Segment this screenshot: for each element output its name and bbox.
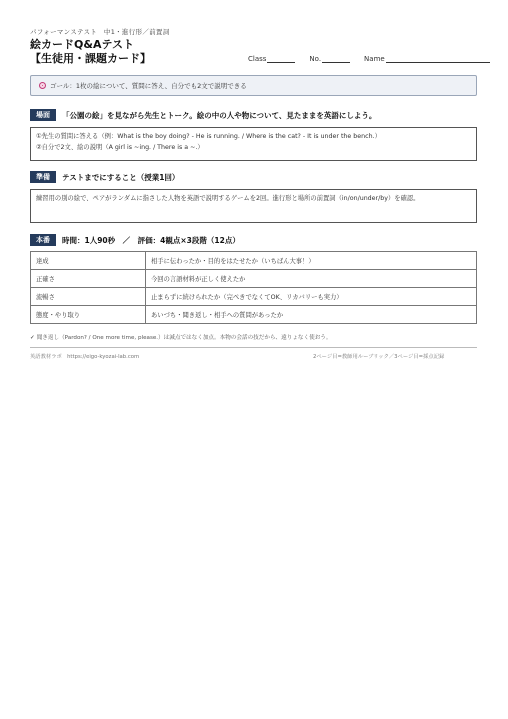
name-label: Name: [364, 55, 385, 63]
goal-box: [30, 75, 477, 96]
tip-note: [30, 333, 331, 341]
number-blank[interactable]: [322, 54, 350, 63]
criterion-cell: 流暢さ: [31, 288, 146, 306]
table-row: [31, 252, 477, 270]
scene-heading: 「公園の絵」を見ながら先生とトーク。絵の中の人や物について、見たままを英語にしよう。: [62, 110, 377, 120]
scene-line-2: ②自分で2文、絵の説明（A girl is ~ing. / There is a ~.）: [36, 144, 204, 151]
main-tag: 本番: [30, 234, 56, 246]
table-row: [31, 270, 477, 288]
main-heading: 時間：1人90秒 ／ 評価：4観点×3段階（12点）: [62, 235, 240, 245]
student-info-row: [248, 54, 490, 63]
test-category-label: パフォーマンステスト 中1・進行形／前置詞: [30, 28, 170, 36]
criterion-desc-cell: 止まらずに続けられたか（完ぺきでなくてOK、リカバリーも実力）: [146, 288, 477, 306]
page-title: 絵カードQ&Aテスト: [30, 38, 135, 51]
footer-page-guide: 2ページ目=教師用ルーブリック／3ページ目=採点記録: [313, 354, 445, 360]
number-label: No.: [309, 55, 322, 63]
criterion-cell: 正確さ: [31, 270, 146, 288]
scene-box: [30, 127, 477, 161]
prep-text: 練習用の別の絵で、ペアがランダムに指さした人物を英語で説明するゲームを2回。進行形と場所の前置詞（in/on/under/by）を確認。: [36, 195, 420, 202]
class-label: Class: [248, 55, 267, 63]
criterion-cell: 態度・やり取り: [31, 306, 146, 324]
class-field: [248, 54, 295, 63]
prep-box: [30, 189, 477, 223]
scene-section-header: [30, 109, 376, 121]
footer-divider: [30, 347, 477, 348]
number-field: [309, 54, 350, 63]
scene-line-1: ①先生の質問に答える（例：What is the boy doing? - He is running. / Where is the cat? - It is under the bench.）: [36, 133, 381, 140]
class-blank[interactable]: [267, 54, 295, 63]
table-row: [31, 306, 477, 324]
criterion-desc-cell: 今回の言語材料が正しく使えたか: [146, 270, 477, 288]
prep-heading: テストまでにすること（授業1回）: [62, 172, 180, 182]
criterion-desc-cell: 相手に伝わったか・目的をはたせたか（いちばん大事！）: [146, 252, 477, 270]
tip-note-text: 聞き返し（Pardon? / One more time, please.）は減点ではなく加点。本物の会話の技だから、遠りょなく使おう。: [36, 335, 332, 341]
goal-text: ゴール：1枚の絵について、質問に答え、自分でも2文で説明できる: [50, 82, 247, 90]
criterion-cell: 達成: [31, 252, 146, 270]
prep-tag: 準備: [30, 171, 56, 183]
target-icon: [39, 82, 46, 89]
main-section-header: [30, 234, 240, 246]
criterion-desc-cell: あいづち・聞き返し・相手への質問があったか: [146, 306, 477, 324]
checkmark-icon: ✓: [30, 335, 35, 341]
evaluation-table: [30, 251, 477, 324]
prep-section-header: [30, 171, 179, 183]
name-blank[interactable]: [386, 54, 490, 63]
table-row: [31, 288, 477, 306]
scene-tag: 場面: [30, 109, 56, 121]
page-subtitle: 【生徒用・課題カード】: [30, 52, 151, 65]
footer-site-link[interactable]: 英語教材ラボ https://eigo-kyozai-lab.com: [30, 354, 140, 360]
name-field: [364, 54, 490, 63]
